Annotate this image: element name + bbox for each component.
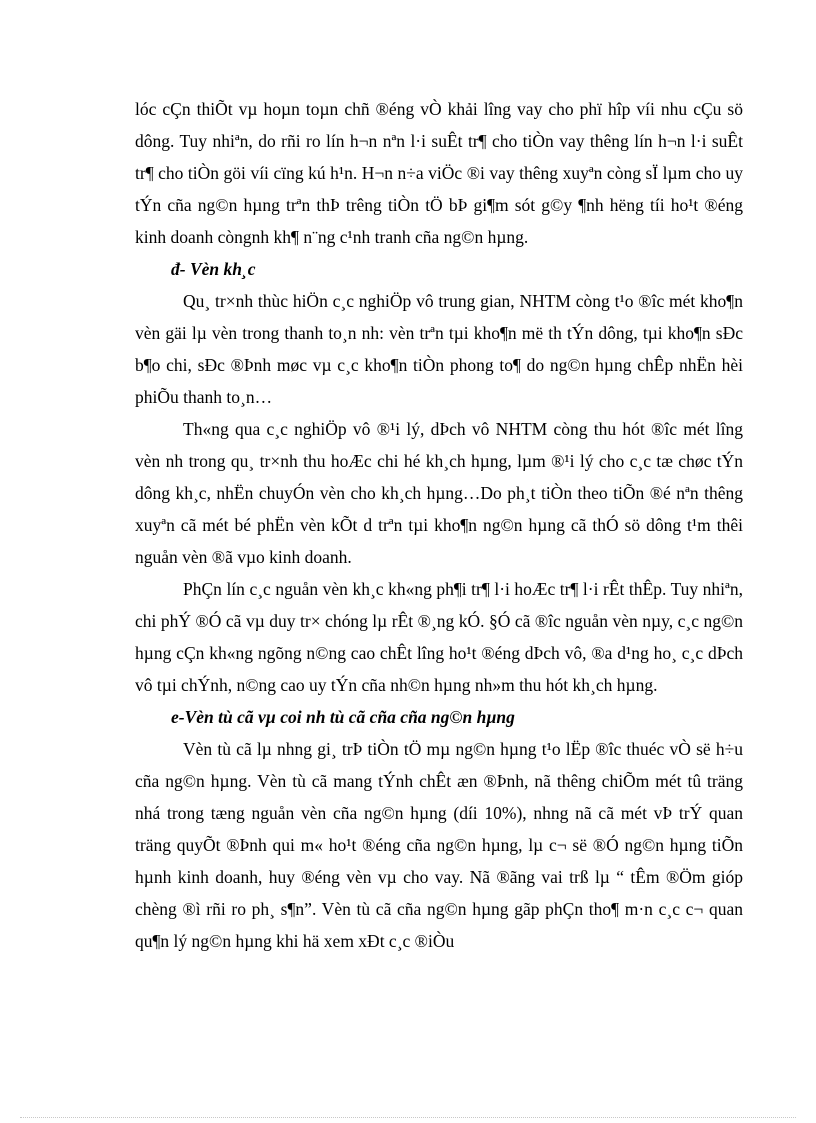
paragraph-4: PhÇn lín c¸c nguån vèn kh¸c kh«ng ph¶i tr¶ l·i hoÆc tr¶ l·i rÊt thÊp. Tuy nhiªn, chi phÝ ®Ó cã vµ duy tr× chóng lµ rÊt ®¸ng kÓ. §Ó cã ®îc nguån vèn nµy, c¸c ng©n hµng cÇn kh«ng ngõng n©ng cao chÊt lîng ho¹t ®éng dÞch vô, ®a d¹ng ho¸ c¸c dÞch vô tµi chÝnh, n©ng cao uy tÝn cña nh©n hµng nh»m thu hót kh¸ch hµng. <box>135 579 743 695</box>
paragraph-3: Th«ng qua c¸c nghiÖp vô ®¹i lý, dÞch vô NHTM còng thu hót ®îc mét lîng vèn nh trong qu¸ tr×nh thu hoÆc chi hé kh¸ch hµng, lµm ®¹i lý cho c¸c tæ chøc tÝn dông kh¸c, nhËn chuyÓn vèn cho kh¸ch hµng…Do ph¸t tiÒn theo tiÕn ®é nªn thêng xuyªn cã mét bé phËn vèn kÕt d trªn tµi kho¶n ng©n hµng cã thÓ sö dông t¹m thêi nguån vèn ®ã vµo kinh doanh. <box>135 419 743 567</box>
document-body <box>135 93 743 957</box>
paragraph-1: lóc cÇn thiÕt vµ hoµn toµn chñ ®éng vÒ khải lîng vay cho phï hîp víi nhu cÇu sö dông. Tuy nhiªn, do rñi ro lín h¬n nªn l·i suÊt tr¶ cho tiÒn vay thêng lín h¬n l·i suÊt tr¶ cho tiÒn göi víi cïng kú h¹n. H¬n n÷a viÖc ®i vay thêng xuyªn còng sÏ lµm cho uy tÝn cña ng©n hµng trªn thÞ trêng tiÒn tÖ bÞ gi¶m sót g©y ¶nh hëng tíi ho¹t ®éng kinh doanh còngnh kh¶ n¨ng c¹nh tranh cña ng©n hµng. <box>135 99 743 247</box>
paragraph-5: Vèn tù cã lµ nhng gi¸ trÞ tiÒn tÖ mµ ng©n hµng t¹o lËp ®îc thuéc vÒ së h÷u cña ng©n hµng. Vèn tù cã mang tÝnh chÊt æn ®Þnh, nã thêng chiÕm mét tû träng nhá trong tæng nguån vèn cña ng©n hµng (díi 10%), nhng nã cã mét vÞ trÝ quan träng quyÕt ®Þnh qui m« ho¹t ®éng cña ng©n hµng, lµ c¬ së ®Ó ng©n hµng tiÕn hµnh kinh doanh, huy ®éng vèn vµ cho vay. Nã ®ãng vai trß lµ “ tÊm ®Öm gióp chèng ®ì rñi ro ph¸ s¶n”. Vèn tù cã cña ng©n hµng gãp phÇn tho¶ m·n c¸c c¬ quan qu¶n lý ng©n hµng khi hä xem xÐt c¸c ®iÒu <box>135 739 743 951</box>
section-heading-d: đ- Vèn kh¸c <box>171 259 256 279</box>
paragraph-2: Qu¸ tr×nh thùc hiÖn c¸c nghiÖp vô trung gian, NHTM còng t¹o ®îc mét kho¶n vèn gäi lµ vèn trong thanh to¸n nh: vèn trªn tµi kho¶n më th tÝn dông, tµi kho¶n sÐc b¶o chi, sÐc ®Þnh møc vµ c¸c kho¶n tiÒn phong to¶ do ng©n hµng chÊp nhËn hèi phiÕu thanh to¸n… <box>135 291 743 407</box>
section-heading-e: e-Vèn tù cã vµ coi nh tù cã cña cña ng©n hµng <box>171 707 515 727</box>
page-bottom-divider <box>20 1117 796 1118</box>
